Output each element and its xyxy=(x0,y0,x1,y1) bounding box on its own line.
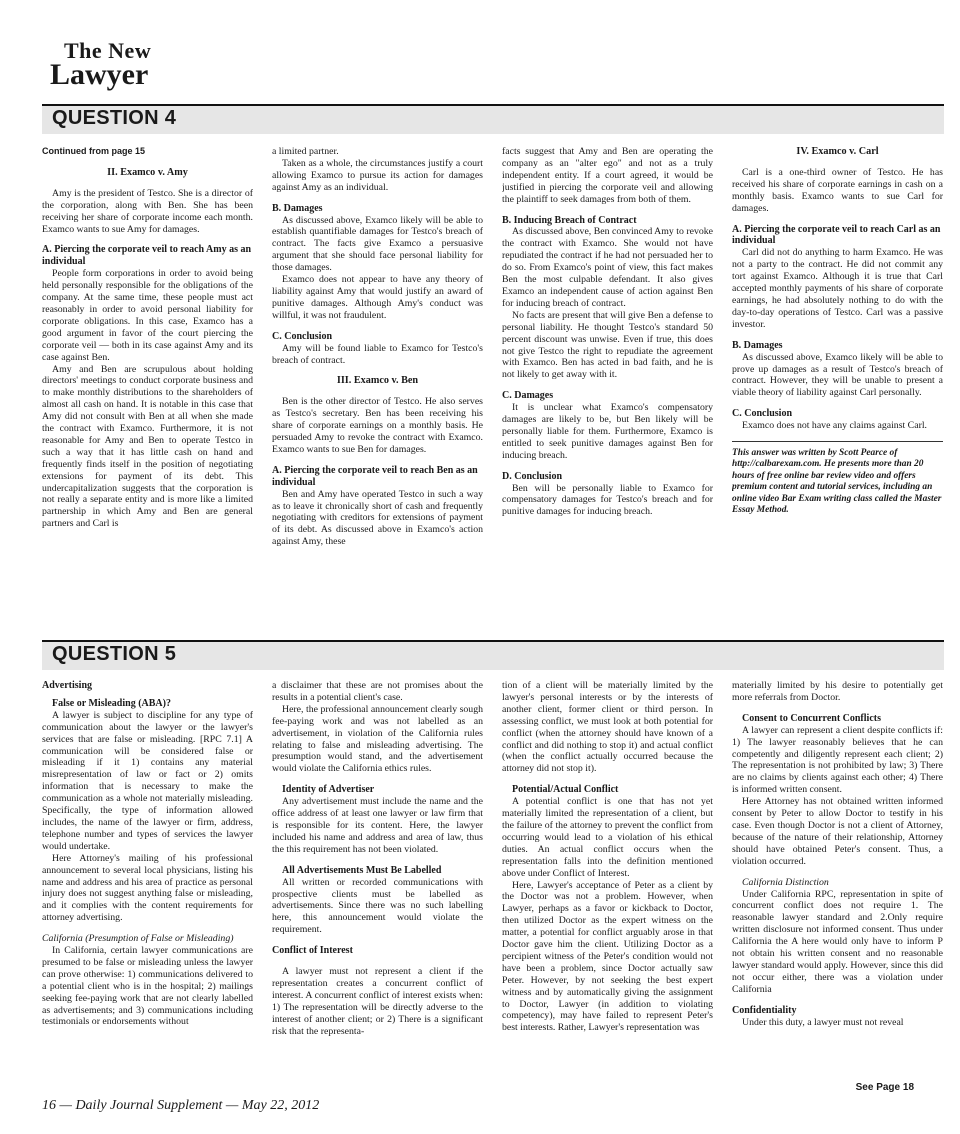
subsection-heading: A. Piercing the corporate veil to reach Ben as an individual xyxy=(272,464,478,488)
paragraph: materially limited by his desire to potentially get more referrals from Doctor. xyxy=(732,680,943,703)
paragraph: Ben will be personally liable to Examco for compensatory damages for Testco's breach and for punitive damages for inducing breach. xyxy=(502,482,713,518)
question-5-title: QUESTION 5 xyxy=(52,643,177,665)
paragraph: Amy is the president of Testco. She is a director of the corporation, along with Ben. She has been receiving her share of corporate income each month. Examco wants to sue Amy for damages. xyxy=(42,187,253,235)
subsection-heading: Advertising xyxy=(42,680,92,691)
q5-column-3 xyxy=(502,680,713,1080)
paragraph: Amy and Ben are scrupulous about holding directors' meetings to conduct corporate business and to make monthly distributions to the shareholders of almost all cash on hand. It is notable in this case that Amy did not consult with Ben at all when she made the contract with Examco. Furthermore, it is not reasonable for Amy and Ben to operate Testco in such a way that it has little cash on hand and frequently finds itself in the position of negotiating extensions for payment of its debt. This undercapitalization suggests that the corporation is not really a separate entity and is more like a limited partnership in which Amy and Ben are general partners and Carl is xyxy=(42,363,253,530)
subsection-heading: All Advertisements Must Be Labelled xyxy=(282,864,442,876)
paragraph: Any advertisement must include the name and the office address of at least one lawyer or law firm that is responsible for its content. Here, the lawyer included his name and address and area of law, thus the this requirement has not been violated. xyxy=(272,796,483,855)
q4-column-4 xyxy=(732,146,943,548)
q5-column-2 xyxy=(272,680,483,1080)
paragraph: All written or recorded communications with prospective clients must be labelled as advertisements. Since there was no such labelling here, this announcement would violate the requirement. xyxy=(272,876,483,936)
paragraph: People form corporations in order to avoid being held personally responsible for the obligations of the company. At the same time, these people must act reasonably in order to avoid personal liability for corporate obligations. In this case, Examco has a good argument in favor of the court piercing the corporate veil — both in its case against Amy and its case against Ben. xyxy=(42,268,253,363)
paragraph: A potential conflict is one that has not yet materially limited the representation of a client, but the failure of the attorney to prevent the conflict from occurring would lead to a violation of his ethical duties. An actual conflict occurs when the representation falls into the definition mentioned above under Conflict of Interest. xyxy=(502,796,713,879)
question-4-title: QUESTION 4 xyxy=(52,107,177,129)
paragraph: Carl did not do anything to harm Examco. He was not a party to the contract. He did not commit any tort against Examco. Although it is true that Carl accepted monthly payments of his share of corporate earnings, he had absolutely nothing to do with the day-to-day operations of Testco. Carl was a passive investor. xyxy=(732,247,943,330)
paragraph: No facts are present that will give Ben a defense to personal liability. He thought Testco's standard 50 percent discount was unwise. Even if true, this does not give Testco the right to repudiate the agreement with Examco. Ben has acted in bad faith, and he is not likely to get away with it. xyxy=(502,309,713,381)
paragraph: Here Attorney's mailing of his professional announcement to several local physicians, listing his name and address and his area of practice as personal injury does not suggest anything false or misleading, and it complies with the content requirements for attorney advertising. xyxy=(42,852,253,924)
italic-heading: California (Presumption of False or Misleading) xyxy=(42,933,234,945)
see-page-note: See Page 18 xyxy=(855,1082,914,1093)
paragraph: A lawyer can represent a client despite conflicts if: 1) The lawyer reasonably believes that he can competently and diligently represent each client; 2) The representation is not prohibited by law; 3) There are no claims by clients against each other; 4) There is informed written consent. xyxy=(732,724,943,796)
subsection-heading: Confidentiality xyxy=(732,1004,797,1016)
paragraph: Examco does not appear to have any theory of liability against Amy that would justify an award of punitive damages. Although Amy's conduct was willful, it was not fraudulent. xyxy=(272,274,483,321)
masthead-line1: The New xyxy=(64,38,152,63)
section-heading: II. Examco v. Amy xyxy=(107,166,188,178)
paragraph: a disclaimer that these are not promises about the results in a potential client's case. xyxy=(272,680,483,703)
question-5-columns xyxy=(42,680,944,1080)
paragraph: As discussed above, Examco likely will be able to establish quantifiable damages for Testco's breach of contract. The facts give Examco a persuasive argument that she should face personal liability for those damages. xyxy=(272,214,483,274)
q5-column-1 xyxy=(42,680,253,1080)
q5-column-4 xyxy=(732,680,943,1080)
subsection-heading: Consent to Concurrent Conflicts xyxy=(742,712,881,724)
subsection-heading: False or Misleading (ABA)? xyxy=(52,697,171,709)
paragraph: Here, the professional announcement clearly sough fee-paying work and was not labelled as an advertisement, in violation of the California rules relating to false and misleading advertising. The presumption would stand, and the advertisement would violate the California ethics rules. xyxy=(272,703,483,775)
italic-heading: California Distinction xyxy=(742,876,829,888)
paragraph: It is unclear what Examco's compensatory damages are likely to be, but Ben likely will be personally liable for them. Furthermore, Examco is entitled to seek punitive damages against Ben for inducing breach. xyxy=(502,402,713,461)
q4-column-3 xyxy=(502,146,713,548)
subsection-heading: A. Piercing the corporate veil to reach Amy as an individual xyxy=(42,244,252,268)
masthead-logo xyxy=(50,40,151,90)
q4-column-1 xyxy=(42,146,253,548)
paragraph: Ben and Amy have operated Testco in such a way as to leave it chronically short of cash and frequently negotiating with creditors for extensions of payment of its debt. As discussed above in Examco's action against Amy, these xyxy=(272,488,483,548)
masthead-line2: Lawyer xyxy=(50,58,149,91)
subsection-heading: C. Conclusion xyxy=(272,330,333,342)
subsection-heading: Potential/Actual Conflict xyxy=(512,784,619,796)
section-heading: IV. Examco v. Carl xyxy=(796,146,879,157)
paragraph: tion of a client will be materially limited by the lawyer's personal interests or by the interests of another client, former client or third person. In assessing conflict, we must look at both potential for conflict (when the attorney should have known of a conflict and did nothing to stop it) and actual conflict (when the conflict actually occurred because the attorney did not stop it). xyxy=(502,680,713,775)
subsection-heading: B. Inducing Breach of Contract xyxy=(502,214,637,226)
subsection-heading: D. Conclusion xyxy=(502,470,563,482)
paragraph: As discussed above, Examco likely will be able to prove up damages as a result of Testco's breach of contract. However, they will be unable to present a viable theory of liability against Carl personally. xyxy=(732,351,943,399)
paragraph: facts suggest that Amy and Ben are operating the company as an "alter ego" and not as a truly independent entity. If a court agreed, it would be justified in piercing the corporate veil and allowing the plaintiff to seek damages from both of them. xyxy=(502,146,713,205)
paragraph: Taken as a whole, the circumstances justify a court allowing Examco to pursue its action for damages against Amy as an individual. xyxy=(272,157,483,193)
section-heading: III. Examco v. Ben xyxy=(336,375,419,387)
question-4-header xyxy=(42,104,944,134)
question-4-columns xyxy=(42,146,944,548)
subsection-heading: C. Conclusion xyxy=(732,408,793,420)
paragraph: Under California RPC, representation in spite of concurrent conflict does not require 1. The reasonable lawyer standard and 2.Only require written disclosure not informed consent. Thus under California the A here would only have to inform P not obtain his written consent and no reasonable lawyer standard would apply. However, since this did not occur either, there was a violation under California xyxy=(732,888,943,995)
question-5-header xyxy=(42,640,944,670)
page-footer: 16 — Daily Journal Supplement — May 22, 2012 xyxy=(42,1098,320,1113)
paragraph: In California, certain lawyer communications are presumed to be false or misleading unless the lawyer can prove otherwise: 1) communications delivered to a potential client who is in the hospital; 2) mailings seeking fee-paying work that are not clearly labelled as advertisements; and 3) communications including testimonials or endorsements without xyxy=(42,945,253,1028)
paragraph: Examco does not have any claims against Carl. xyxy=(742,420,927,432)
paragraph: Amy will be found liable to Examco for Testco's breach of contract. xyxy=(272,342,483,366)
q4-column-2 xyxy=(272,146,483,548)
subsection-heading: B. Damages xyxy=(272,202,323,214)
paragraph: A lawyer must not represent a client if the representation creates a concurrent conflict of interest. A concurrent conflict of interest exists when: 1) The representation will be directly adverse to the interest of another client; or 2) There is a significant risk that the representa- xyxy=(272,966,483,1037)
paragraph: Under this duty, a lawyer must not reveal xyxy=(742,1016,904,1028)
subsection-heading: B. Damages xyxy=(732,339,783,351)
continued-note: Continued from page 15 xyxy=(42,146,146,156)
paragraph: a limited partner. xyxy=(272,146,339,157)
paragraph: Carl is a one-third owner of Testco. He has received his share of corporate earnings in cash on a monthly basis. Examco wants to sue Carl for damages. xyxy=(732,166,943,214)
paragraph: Ben is the other director of Testco. He also serves as Testco's secretary. Ben has been receiving his share of corporate earnings on a monthly basis. He persuaded Amy to revoke the contract with Examco. Examco wants to sue Ben for damages. xyxy=(272,396,483,455)
paragraph: A lawyer is subject to discipline for any type of communication about the lawyer or the lawyer's services that are false or misleading. [RPC 7.1] A communication will be considered false or misleading if it 1) contains any material misrepresentation of law or fact or 2) omits information that is necessary to make the communication as a whole not materially misleading. Specifically, the type of information allowed includes, the name of the lawyer or firm, address, telephone number and types of services the lawyer would undertake. xyxy=(42,709,253,852)
subsection-heading: C. Damages xyxy=(502,390,554,402)
paragraph: Here, Lawyer's acceptance of Peter as a client by the Doctor was not a problem. However, when Lawyer, perhaps as a favor or kickback to Doctor, then utilized Doctor as the expert witness on the matter, a potential for conflict arguably arose in that Doctor gave him the client. Utilizing Doctor as a percipient witness of the Peter's condition would not have been a problem, since Doctor actually saw Peter. However, by not seeking the best expert witness and by automatically giving the assignment to Doctor, Lawyer (in addition to violating competency), may have failed to represent Peter's best interests. Rather, Lawyer's representation was xyxy=(502,879,713,1034)
paragraph: Here Attorney has not obtained written informed consent by Peter to allow Doctor to testify in his case. Even though Doctor is not a client of Attorney, because of the nature of their relationship, Attorney should have obtained Peter's consent. Thus, a violation occurred. xyxy=(732,796,943,867)
subsection-heading: Conflict of Interest xyxy=(272,945,353,957)
subsection-heading: Identity of Advertiser xyxy=(282,784,375,796)
paragraph: As discussed above, Ben convinced Amy to revoke the contract with Examco. She would not have repudiated the contract if he had not persuaded her to do so. From Examco's point of view, this fact makes Ben the most culpable defendant. It also gives Examco an independent cause of action against Ben for inducing breach of contract. xyxy=(502,226,713,309)
subsection-heading: A. Piercing the corporate veil to reach Carl as an individual xyxy=(732,223,941,247)
author-credit: This answer was written by Scott Pearce of http://calbarexam.com. He presents more than 20 hours of free online bar review video and offers premium content and tutorial services, including an online video Bar Exam writing class called the Master Essay Method. xyxy=(732,441,943,516)
